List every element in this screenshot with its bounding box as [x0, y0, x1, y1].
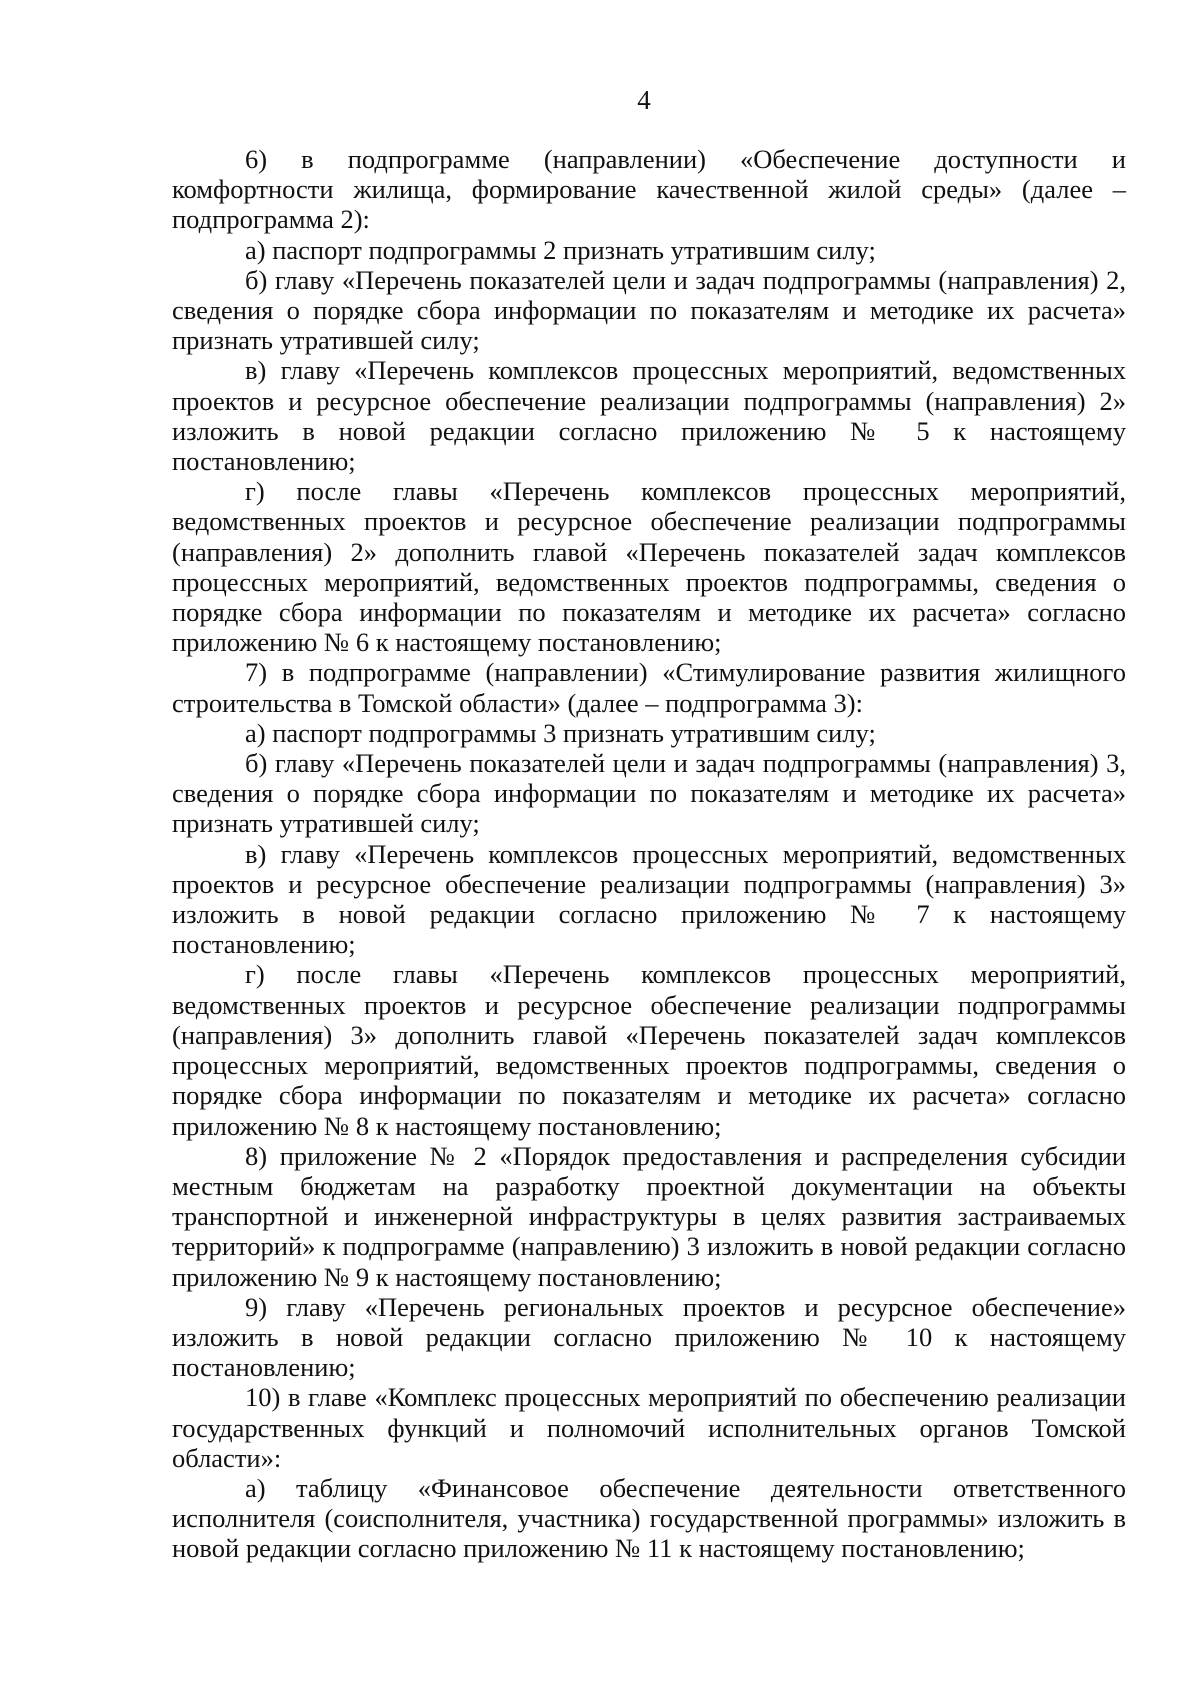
paragraph-6v: в) главу «Перечень комплексов процессных мероприятий, ведомственных проектов и ресурсное обеспечение реализации подпрограммы (направления) 2» изложить в новой редакции согласно приложению № 5 к настоящему постановлению;: [172, 355, 1126, 477]
paragraph-6-subprogram-2: 6) в подпрограмме (направлении) «Обеспечение доступности и комфортности жилища, формирование качественной жилой среды» (далее – подпрограмма 2):: [172, 144, 1126, 235]
paragraph-10: 10) в главе «Комплекс процессных мероприятий по обеспечению реализации государственных функций и полномочий исполнительных органов Томской области»:: [172, 1382, 1126, 1473]
paragraph-6g: г) после главы «Перечень комплексов процессных мероприятий, ведомственных проектов и ресурсное обеспечение реализации подпрограммы (направления) 2» дополнить главой «Перечень показателей задач комплексов процессных мероприятий, ведомственных проектов подпрограммы, сведения о порядке сбора информации по показателям и методике их расчета» согласно приложению № 6 к настоящему постановлению;: [172, 476, 1126, 658]
page-number: 4: [637, 85, 651, 115]
paragraph-7b: б) главу «Перечень показателей цели и задач подпрограммы (направления) 3, сведения о порядке сбора информации по показателям и методике их расчета» признать утратившей силу;: [172, 748, 1126, 839]
document-body: [172, 144, 1126, 1564]
paragraph-6a: а) паспорт подпрограммы 2 признать утратившим силу;: [245, 234, 876, 265]
paragraph-7-subprogram-3: 7) в подпрограмме (направлении) «Стимулирование развития жилищного строительства в Томской области» (далее – подпрограмма 3):: [172, 657, 1126, 718]
paragraph-7g: г) после главы «Перечень комплексов процессных мероприятий, ведомственных проектов и ресурсное обеспечение реализации подпрограммы (направления) 3» дополнить главой «Перечень показателей задач комплексов процессных мероприятий, ведомственных проектов подпрограммы, сведения о порядке сбора информации по показателям и методике их расчета» согласно приложению № 8 к настоящему постановлению;: [172, 959, 1126, 1141]
paragraph-7v: в) главу «Перечень комплексов процессных мероприятий, ведомственных проектов и ресурсное обеспечение реализации подпрограммы (направления) 3» изложить в новой редакции согласно приложению № 7 к настоящему постановлению;: [172, 838, 1126, 960]
paragraph-8: 8) приложение № 2 «Порядок предоставления и распределения субсидии местным бюджетам на разработку проектной документации на объекты транспортной и инженерной инфраструктуры в целях развития застраиваемых территорий» к подпрограмме (направлению) 3 изложить в новой редакции согласно приложению № 9 к настоящему постановлению;: [172, 1140, 1126, 1292]
paragraph-10a: а) таблицу «Финансовое обеспечение деятельности ответственного исполнителя (соисполнителя, участника) государственной программы» изложить в новой редакции согласно приложению № 11 к настоящему постановлению;: [172, 1472, 1126, 1564]
paragraph-7a: а) паспорт подпрограммы 3 признать утратившим силу;: [245, 717, 876, 748]
paragraph-6b: б) главу «Перечень показателей цели и задач подпрограммы (направления) 2, сведения о порядке сбора информации по показателям и методике их расчета» признать утратившей силу;: [172, 264, 1126, 356]
paragraph-9: 9) главу «Перечень региональных проектов и ресурсное обеспечение» изложить в новой редакции согласно приложению № 10 к настоящему постановлению;: [172, 1291, 1126, 1383]
